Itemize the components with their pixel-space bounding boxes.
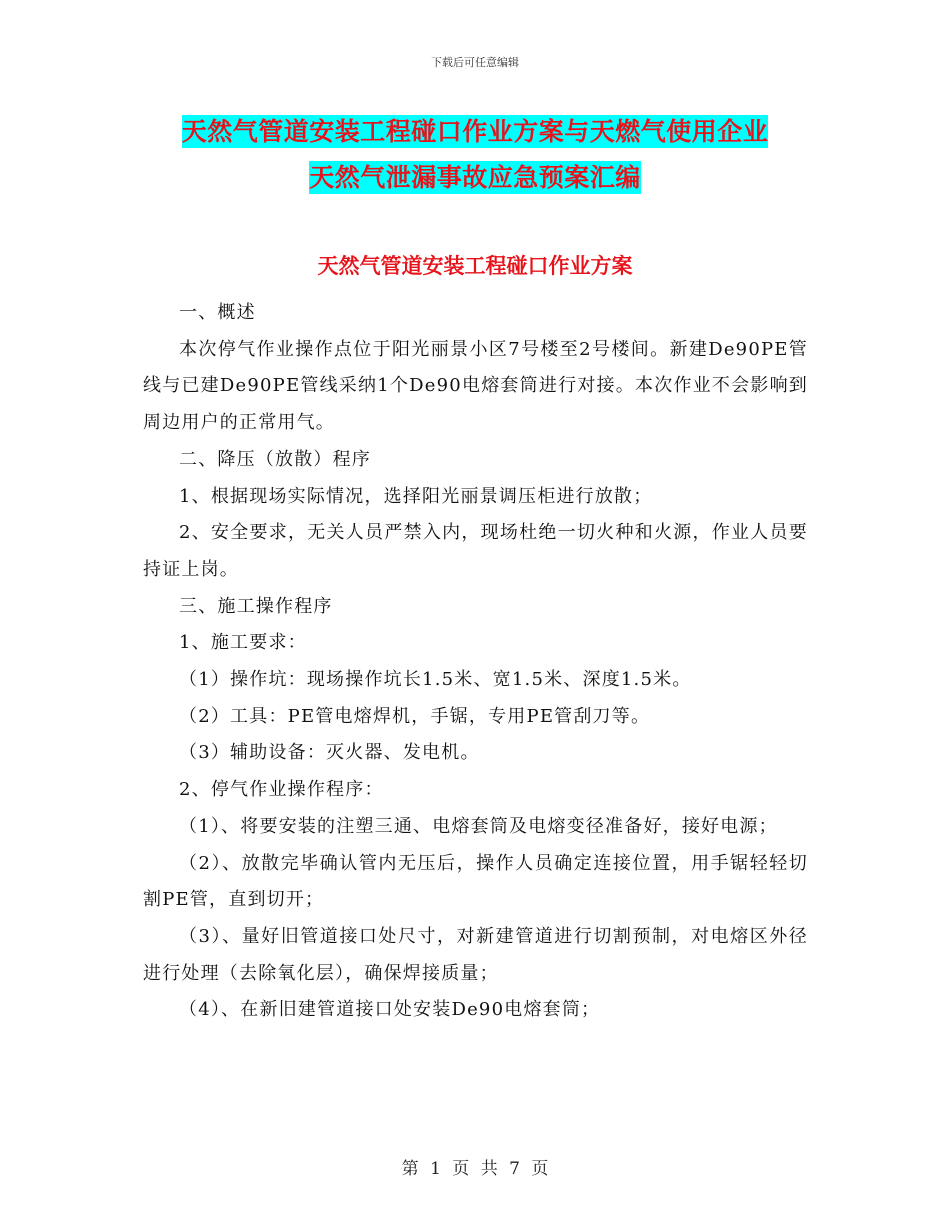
document-title-line-1 xyxy=(0,112,950,148)
document-body xyxy=(143,295,808,1029)
document-title-line-2 xyxy=(0,158,950,194)
section-title: 天然气管道安装工程碰口作业方案 xyxy=(317,253,633,278)
paragraph-step: 1、根据现场实际情况，选择阳光丽景调压柜进行放散； xyxy=(179,485,653,507)
title-highlight-2: 天然气泄漏事故应急预案汇编 xyxy=(309,163,641,192)
paragraph-step: （2）、放散完毕确认管内无压后，操作人员确定连接位置，用手锯轻轻切割PE管，直到切开； xyxy=(143,852,808,911)
page-number: 第 1 页 共 7 页 xyxy=(401,1159,549,1179)
header-note: 下载后可任意编辑 xyxy=(431,56,519,69)
title-highlight-1: 天然气管道安装工程碰口作业方案与天燃气使用企业 xyxy=(181,117,769,146)
heading-construction: 三、施工操作程序 xyxy=(179,595,333,617)
heading-depressurize: 二、降压（放散）程序 xyxy=(179,448,371,470)
paragraph-step: （4）、在新旧建管道接口处安装De90电熔套筒； xyxy=(179,999,601,1021)
paragraph-step: （3）、量好旧管道接口处尺寸，对新建管道进行切割预制，对电熔区外径进行处理（去除氧化层），确保焊接质量； xyxy=(143,925,808,984)
paragraph-step: （3）辅助设备：灭火器、发电机。 xyxy=(179,742,480,764)
paragraph-step: （1）操作坑：现场操作坑长1.5米、宽1.5米、深度1.5米。 xyxy=(179,669,692,691)
paragraph-step: 2、安全要求，无关人员严禁入内，现场杜绝一切火种和火源，作业人员要持证上岗。 xyxy=(143,522,808,580)
heading-overview: 一、概述 xyxy=(179,302,256,323)
paragraph-step: （1）、将要安装的注塑三通、电熔套筒及电熔变径准备好，接好电源； xyxy=(179,815,778,837)
paragraph-step: 2、停气作业操作程序： xyxy=(179,779,384,801)
paragraph-step: （2）工具：PE管电熔焊机，手锯，专用PE管刮刀等。 xyxy=(179,705,651,727)
paragraph-step: 1、施工要求： xyxy=(179,632,307,654)
paragraph-overview: 本次停气作业操作点位于阳光丽景小区7号楼至2号楼间。新建De90PE管线与已建De90PE管线采纳1个De90电熔套筒进行对接。本次作业不会影响到周边用户的正常用气。 xyxy=(143,338,808,434)
